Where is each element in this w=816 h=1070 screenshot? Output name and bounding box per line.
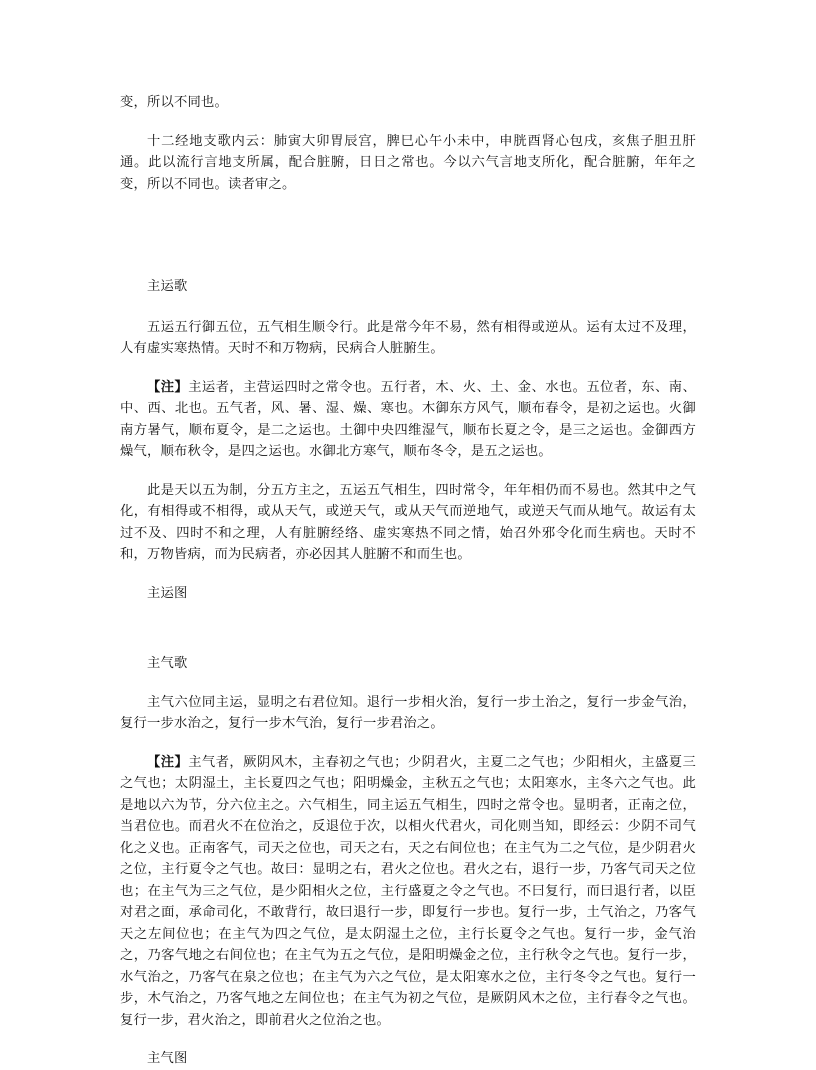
paragraph-zhuqi-note [120, 752, 696, 1032]
paragraph-zhuyun-verse: 五运五行御五位，五气相生顺令行。此是常今年不易，然有相得或逆从。运有太过不及理，人有虚实寒热情。天时不和万物病，民病合人脏腑生。 [120, 319, 696, 356]
heading-zhuyun-song: 主运歌 [147, 279, 188, 294]
paragraph-zhuqi-verse: 主气六位同主运，显明之右君位知。退行一步相火治，复行一步土治之，复行一步金气治，复行一步水治之，复行一步木气治，复行一步君治之。 [120, 694, 696, 731]
note-text: 主气者，厥阴风木，主春初之气也；少阴君火，主夏二之气也；少阳相火，主盛夏三之气也；太阴湿土，主长夏四之气也；阳明燥金，主秋五之气也；太阳寒水，主冬六之气也。此是地以六为节，分六位主之。六气相生，同主运五气相生，四时之常令也。显明者，正南之位，当君位也。而君火不在位治之，反退位于次，以相火代君火，司化则当知，即经云：少阴不司气化之义也。正南客气，司天之位也，司天之右，天之右间位也；在主气为二之气位，是少阴君火之位，主行夏令之气也。故曰：显明之右，君火之位也。君火之右，退行一步，乃客气司天之位也；在主气为三之气位，是少阳相火之位，主行盛夏之令之气也。不曰复行，而曰退行者，以臣对君之面，承命司化，不敢背行，故曰退行一步，即复行一步也。复行一步，土气治之，乃客气天之左间位也；在主气为四之气位，是太阴湿土之位，主行长夏令之气也。复行一步，金气治之，乃客气地之右间位也；在主气为五之气位，是阳明燥金之位，主行秋令之气也。复行一步，水气治之，乃客气在泉之位也；在主气为六之气位，是太阳寒水之位，主行冬令之气也。复行一步，木气治之，乃客气地之左间位也；在主气为初之气位，是厥阴风木之位，主行春令之气也。复行一步，君火治之，即前君火之位治之也。 [120, 754, 696, 1028]
paragraph-twelve-meridians: 十二经地支歌内云：肺寅大卯胃辰宫，脾巳心午小未中，申胱酉肾心包戌，亥焦子胆丑肝通。此以流行言地支所属，配合脏腑，日日之常也。今以六气言地支所化，配合脏腑，年年之变，所以不同也。读者审之。 [120, 133, 696, 192]
paragraph-zhuyun-note [120, 377, 696, 463]
document-page [120, 92, 696, 1070]
note-mark: 【注】 [147, 379, 189, 395]
paragraph-zhuyun-commentary: 此是天以五为制，分五方主之，五运五气相生，四时常令，年年相仍而不易也。然其中之气化，有相得或不相得，或从天气，或逆天气，或从天气而逆地气，或逆天气而从地气。故运有太过不及、四时不和之理，人有脏腑经络、虚实寒热不同之情，始召外邪令化而生病也。天时不和，万物皆病，而为民病者，亦必因其人脏腑不和而生也。 [120, 482, 696, 562]
heading-zhuqi-song: 主气歌 [147, 656, 188, 671]
note-mark: 【注】 [147, 754, 189, 770]
paragraph-continuation: 变，所以不同也。 [120, 95, 228, 110]
note-text: 主运者，主营运四时之常令也。五行者，木、火、土、金、水也。五位者，东、南、中、西、北也。五气者，风、暑、湿、燥、寒也。木御东方风气，顺布春令，是初之运也。火御南方暑气，顺布夏令，是二之运也。土御中央四维湿气，顺布长夏之令，是三之运也。金御西方燥气，顺布秋令，是四之运也。水御北方寒气，顺布冬令，是五之运也。 [120, 379, 696, 459]
heading-zhuqi-diagram: 主气图 [147, 1051, 188, 1066]
heading-zhuyun-diagram: 主运图 [147, 585, 188, 601]
